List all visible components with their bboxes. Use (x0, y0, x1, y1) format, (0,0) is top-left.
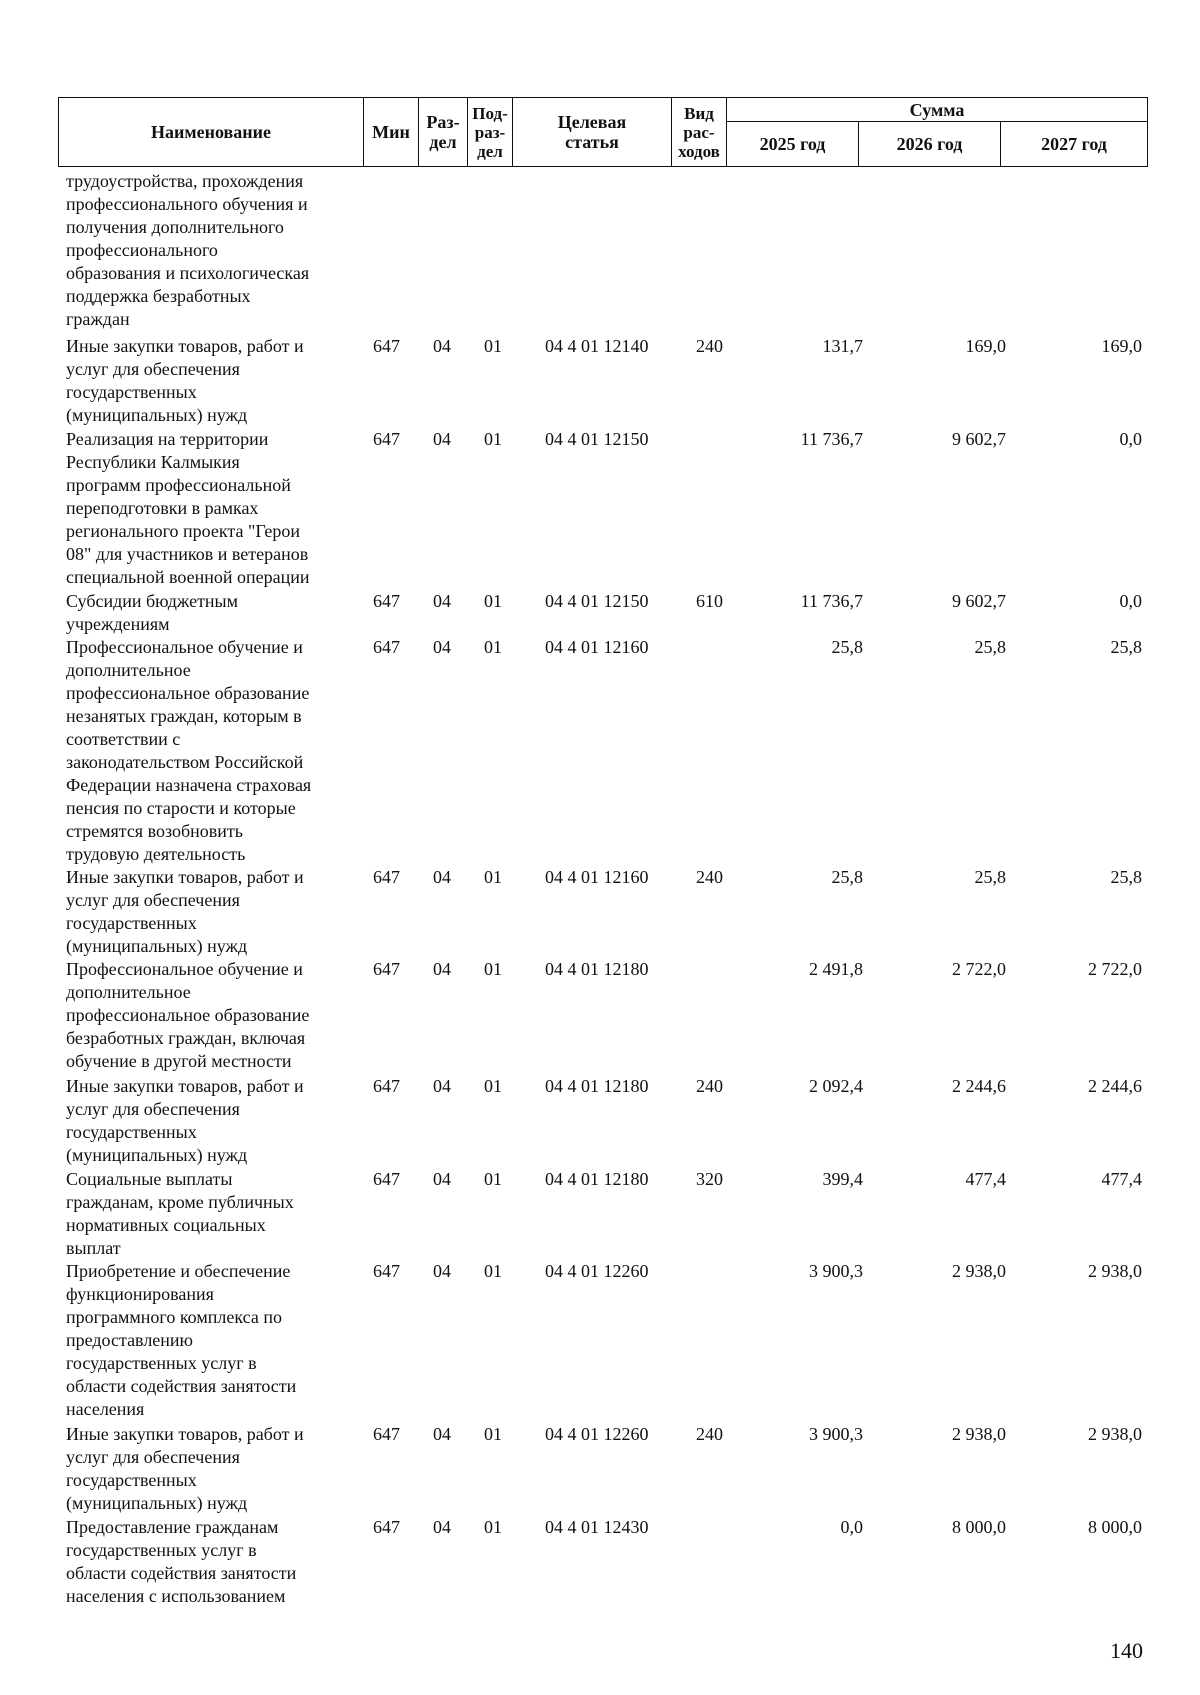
cell-podrazdel: 01 (484, 336, 502, 356)
cell-razdel: 04 (433, 959, 451, 979)
cell-name: Иные закупки товаров, работ и услуг для обеспечения государственных (муниципальных) нужд (66, 1424, 304, 1513)
cell-vid: 240 (696, 1076, 723, 1096)
cell-y2025: 2 491,8 (809, 959, 863, 979)
header-2026-label: 2026 год (896, 134, 963, 154)
cell-min: 647 (373, 1261, 400, 1281)
cell-name: Приобретение и обеспечение функционирования программного комплекса по предоставлению государственных услуг в области содействия занятости населения (66, 1261, 297, 1419)
cell-vid: 240 (696, 1424, 723, 1444)
page-number: 140 (1110, 1638, 1143, 1663)
cell-y2026: 9 602,7 (952, 429, 1006, 449)
cell-target: 04 4 01 12430 (545, 1517, 649, 1537)
cell-min: 647 (373, 1076, 400, 1096)
cell-razdel: 04 (433, 591, 451, 611)
cell-name: Субсидии бюджетным учреждениям (66, 591, 239, 634)
cell-vid: 320 (696, 1169, 723, 1189)
cell-y2025: 11 736,7 (800, 429, 863, 449)
cell-y2026: 2 244,6 (952, 1076, 1006, 1096)
cell-min: 647 (373, 1169, 400, 1189)
cell-target: 04 4 01 12160 (545, 637, 649, 657)
cell-y2025: 25,8 (831, 867, 863, 887)
cell-razdel: 04 (433, 1076, 451, 1096)
cell-y2027: 0,0 (1119, 429, 1142, 449)
cell-min: 647 (373, 591, 400, 611)
cell-y2026: 8 000,0 (952, 1517, 1006, 1537)
cell-y2027: 25,8 (1110, 637, 1142, 657)
cell-podrazdel: 01 (484, 591, 502, 611)
cell-name: Предоставление гражданам государственных услуг в области содействия занятости населения с использованием (66, 1517, 297, 1606)
cell-target: 04 4 01 12180 (545, 959, 649, 979)
cell-podrazdel: 01 (484, 1261, 502, 1281)
cell-razdel: 04 (433, 1261, 451, 1281)
cell-y2027: 2 244,6 (1088, 1076, 1142, 1096)
cell-name: Социальные выплаты гражданам, кроме публичных нормативных социальных выплат (66, 1169, 294, 1258)
cell-razdel: 04 (433, 637, 451, 657)
cell-podrazdel: 01 (484, 959, 502, 979)
header-2027-label: 2027 год (1041, 134, 1107, 154)
cell-target: 04 4 01 12140 (545, 336, 649, 356)
cell-y2027: 477,4 (1101, 1169, 1142, 1189)
cell-y2026: 2 722,0 (952, 959, 1006, 979)
cell-target: 04 4 01 12150 (545, 429, 649, 449)
header-min-label: Мин (372, 122, 410, 142)
cell-razdel: 04 (433, 1517, 451, 1537)
cell-y2025: 11 736,7 (800, 591, 863, 611)
cell-name: Профессиональное обучение и дополнительное профессиональное образование незанятых граждан, которым в соответствии с законодательством Российской Федерации назначена страховая пенсия по старости и которые стремятся возобновить трудовую деятельность (66, 637, 312, 864)
cell-name: Иные закупки товаров, работ и услуг для обеспечения государственных (муниципальных) нужд (66, 867, 304, 956)
cell-y2026: 2 938,0 (952, 1424, 1006, 1444)
header-name-label: Наименование (151, 122, 271, 142)
cell-target: 04 4 01 12260 (545, 1261, 649, 1281)
cell-y2025: 2 092,4 (809, 1076, 863, 1096)
cell-y2027: 2 938,0 (1088, 1424, 1142, 1444)
cell-y2025: 0,0 (840, 1517, 863, 1537)
cell-y2026: 9 602,7 (952, 591, 1006, 611)
cell-y2027: 25,8 (1110, 867, 1142, 887)
cell-podrazdel: 01 (484, 1424, 502, 1444)
cell-y2027: 169,0 (1101, 336, 1142, 356)
cell-podrazdel: 01 (484, 1517, 502, 1537)
cell-y2027: 0,0 (1119, 591, 1142, 611)
cell-razdel: 04 (433, 867, 451, 887)
cell-vid: 240 (696, 336, 723, 356)
cell-min: 647 (373, 429, 400, 449)
cell-y2027: 2 722,0 (1088, 959, 1142, 979)
cell-min: 647 (373, 637, 400, 657)
header-target-label: Целевая статья (557, 112, 627, 152)
cell-name: Реализация на территории Республики Калмыкия программ профессиональной переподготовки в рамках регионального проекта "Герои 08" для участников и ветеранов специальной военной операции (66, 429, 310, 587)
cell-y2026: 169,0 (965, 336, 1006, 356)
cell-y2025: 399,4 (822, 1169, 863, 1189)
cell-y2027: 2 938,0 (1088, 1261, 1142, 1281)
cell-y2026: 477,4 (965, 1169, 1006, 1189)
cell-min: 647 (373, 1517, 400, 1537)
cell-name: трудоустройства, прохождения профессионального обучения и получения дополнительного профессионального образования и психологическая поддержка безработных граждан (66, 171, 310, 329)
cell-y2025: 3 900,3 (809, 1424, 863, 1444)
cell-vid: 240 (696, 867, 723, 887)
cell-y2025: 3 900,3 (809, 1261, 863, 1281)
cell-razdel: 04 (433, 336, 451, 356)
cell-min: 647 (373, 1424, 400, 1444)
cell-podrazdel: 01 (484, 637, 502, 657)
cell-razdel: 04 (433, 429, 451, 449)
cell-name: Иные закупки товаров, работ и услуг для обеспечения государственных (муниципальных) нужд (66, 336, 304, 425)
cell-y2026: 2 938,0 (952, 1261, 1006, 1281)
cell-y2025: 131,7 (822, 336, 863, 356)
cell-target: 04 4 01 12160 (545, 867, 649, 887)
cell-vid: 610 (696, 591, 723, 611)
cell-podrazdel: 01 (484, 429, 502, 449)
cell-y2027: 8 000,0 (1088, 1517, 1142, 1537)
cell-min: 647 (373, 336, 400, 356)
cell-min: 647 (373, 959, 400, 979)
cell-min: 647 (373, 867, 400, 887)
header-podrazdel-label: Под- раз- дел (472, 103, 508, 161)
cell-y2026: 25,8 (974, 637, 1006, 657)
cell-razdel: 04 (433, 1169, 451, 1189)
cell-target: 04 4 01 12180 (545, 1169, 649, 1189)
cell-target: 04 4 01 12150 (545, 591, 649, 611)
cell-name: Иные закупки товаров, работ и услуг для обеспечения государственных (муниципальных) нужд (66, 1076, 304, 1165)
cell-target: 04 4 01 12260 (545, 1424, 649, 1444)
header-vid-label: Вид рас- ходов (678, 103, 720, 161)
header-razdel-label: Раз- дел (426, 112, 460, 152)
cell-podrazdel: 01 (484, 867, 502, 887)
header-2025-label: 2025 год (759, 134, 826, 154)
cell-name: Профессиональное обучение и дополнительное профессиональное образование безработных граждан, включая обучение в другой местности (66, 959, 310, 1071)
cell-target: 04 4 01 12180 (545, 1076, 649, 1096)
cell-y2026: 25,8 (974, 867, 1006, 887)
cell-y2025: 25,8 (831, 637, 863, 657)
cell-podrazdel: 01 (484, 1169, 502, 1189)
cell-podrazdel: 01 (484, 1076, 502, 1096)
cell-razdel: 04 (433, 1424, 451, 1444)
header-summa-label: Сумма (909, 99, 965, 120)
